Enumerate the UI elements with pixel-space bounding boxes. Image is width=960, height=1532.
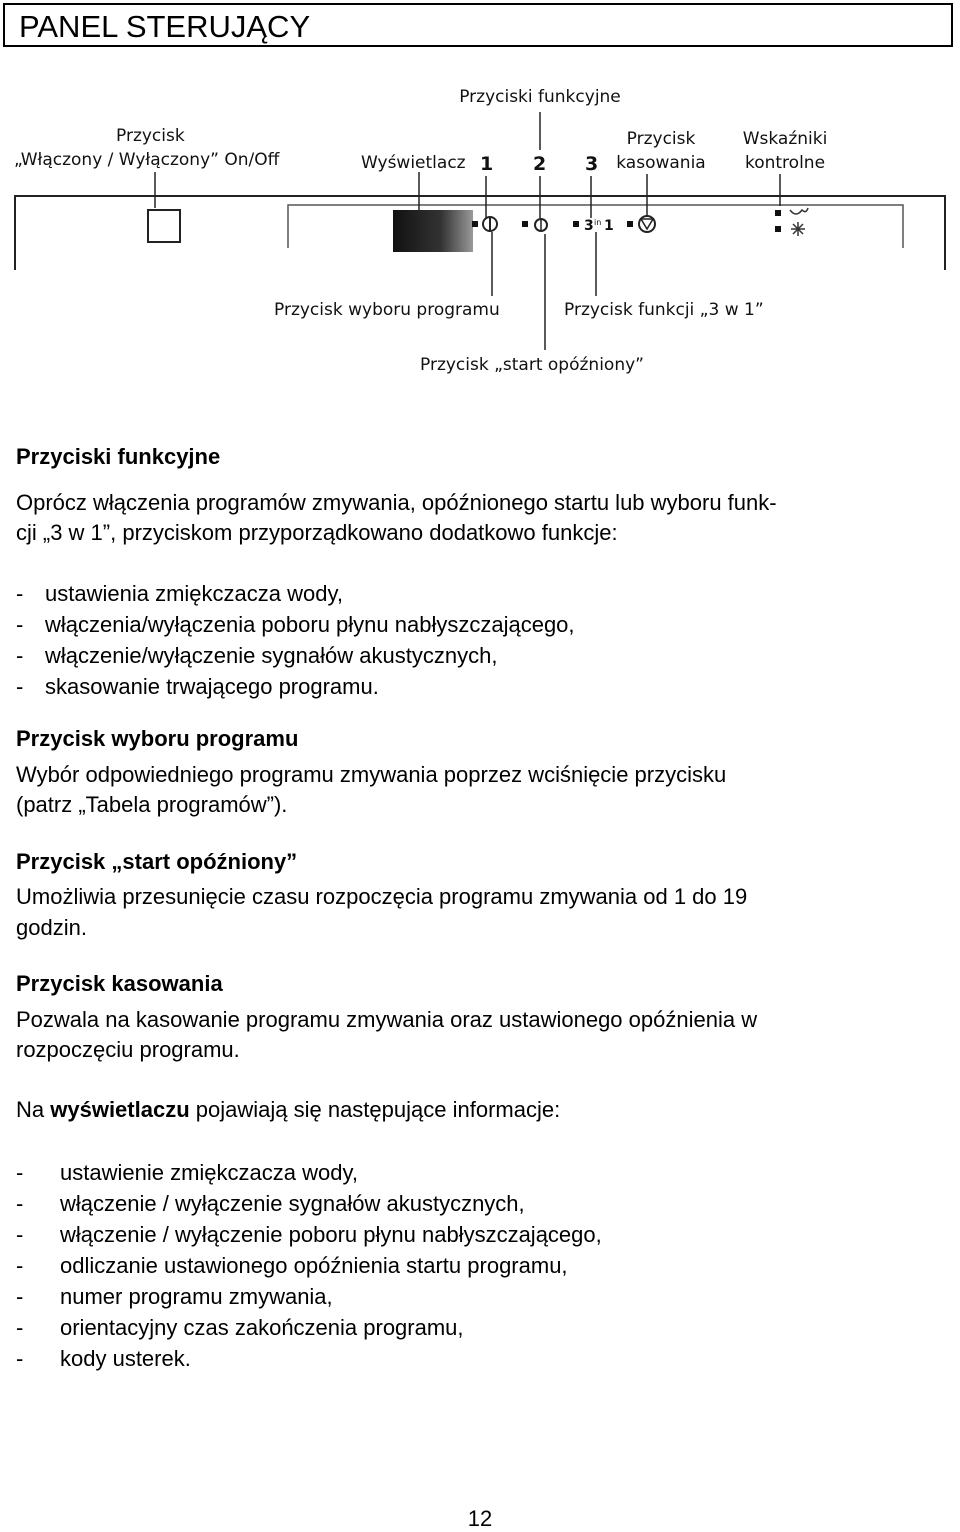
list-item: - odliczanie ustawionego opóźnienia startu programu,	[16, 1253, 568, 1278]
svg-text:1: 1	[604, 218, 614, 234]
led-dot-2	[522, 221, 528, 227]
svg-text:in: in	[594, 218, 602, 227]
label-power-button-1: Przycisk	[116, 126, 185, 146]
salt-icon	[791, 222, 805, 236]
label-reset-button-2: kasowania	[616, 153, 706, 173]
list-item: - ustawienie zmiękczacza wody,	[16, 1160, 358, 1185]
page-number: 12	[467, 1506, 493, 1531]
display-info-list	[16, 1157, 602, 1374]
rinse-aid-icon	[790, 208, 808, 214]
list-item: - skasowanie trwającego programu.	[16, 674, 379, 699]
list-item: - włączenie / wyłączenie sygnałów akustycznych,	[16, 1191, 525, 1216]
led-dot-3	[573, 221, 579, 227]
list-item: - ustawienia zmiękczacza wody,	[16, 581, 343, 606]
list-item: - kody usterek.	[16, 1346, 191, 1371]
list-item: - numer programu zmywania,	[16, 1284, 333, 1309]
label-num-1: 1	[480, 153, 494, 175]
display-shape	[393, 210, 473, 252]
led-dot-4	[627, 221, 633, 227]
list-item: - orientacyjny czas zakończenia programu,	[16, 1315, 464, 1340]
label-power-button-2: „Włączony / Wyłączony” On/Off	[14, 150, 280, 170]
label-three-in-one: Przycisk funkcji „3 w 1”	[564, 300, 764, 320]
indicator-led-1	[775, 210, 781, 216]
label-program-select: Przycisk wyboru programu	[274, 300, 500, 320]
delay-text-line-2: godzin.	[16, 915, 87, 940]
label-function-buttons: Przyciski funkcyjne	[459, 87, 621, 107]
label-num-3: 3	[585, 153, 599, 175]
label-display: Wyświetlacz	[361, 153, 466, 173]
label-indicators-1: Wskaźniki	[742, 129, 828, 149]
section-heading-reset: Przycisk kasowania	[16, 971, 223, 996]
program-text-line-2: (patrz „Tabela programów”).	[16, 792, 288, 817]
function-list	[16, 578, 575, 702]
label-reset-button-1: Przycisk	[626, 129, 696, 149]
indicator-led-2	[775, 226, 781, 232]
led-dot-1	[472, 221, 478, 227]
program-text-line-1: Wybór odpowiedniego programu zmywania poprzez wciśnięcie przycisku	[16, 762, 727, 787]
page-title: PANEL STERUJĄCY	[19, 9, 311, 44]
control-panel-diagram	[0, 0, 960, 400]
section-heading-function-buttons: Przyciski funkcyjne	[16, 444, 221, 469]
list-item: - włączenie / wyłączenie poboru płynu nabłyszczającego,	[16, 1222, 602, 1247]
section-heading-program-select: Przycisk wyboru programu	[16, 726, 299, 751]
label-delay-start: Przycisk „start opóźniony”	[420, 355, 644, 375]
label-indicators-2: kontrolne	[744, 153, 826, 173]
reset-text-line-1: Pozwala na kasowanie programu zmywania oraz ustawionego opóźnienia w	[16, 1007, 758, 1032]
function-intro-line-2: cji „3 w 1”, przyciskom przyporządkowano dodatkowo funkcje:	[16, 520, 618, 545]
panel-3in1-text: 3	[584, 218, 594, 234]
power-button-shape	[148, 210, 180, 242]
reset-text-line-2: rozpoczęciu programu.	[16, 1037, 240, 1062]
display-intro: Na wyświetlaczu pojawiają się następujące informacje:	[16, 1097, 561, 1122]
list-item: - włączenie/wyłączenie sygnałów akustycznych,	[16, 643, 498, 668]
function-intro-line-1: Oprócz włączenia programów zmywania, opóźnionego startu lub wyboru funk-	[16, 490, 777, 515]
list-item: - włączenia/wyłączenia poboru płynu nabłyszczającego,	[16, 612, 575, 637]
label-num-2: 2	[533, 153, 547, 175]
delay-text-line-1: Umożliwia przesunięcie czasu rozpoczęcia programu zmywania od 1 do 19	[16, 884, 748, 909]
section-heading-delay-start: Przycisk „start opóźniony”	[16, 849, 298, 874]
